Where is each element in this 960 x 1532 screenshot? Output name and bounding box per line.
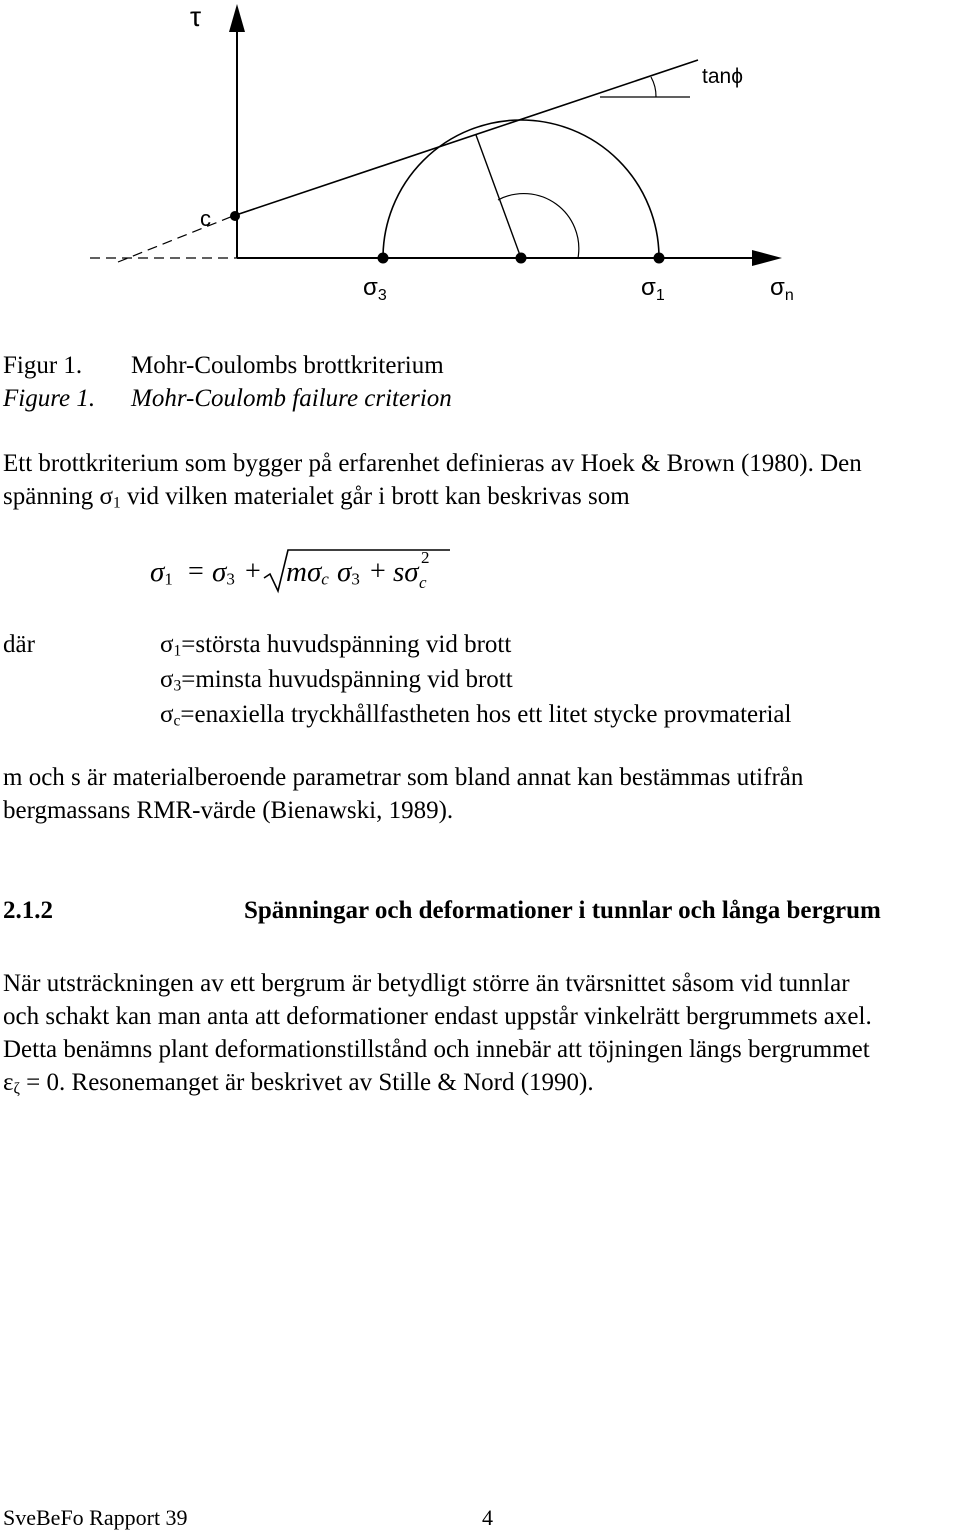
radius-line [476, 135, 521, 258]
c-point [230, 211, 240, 221]
footer-page-number: 4 [482, 1505, 493, 1530]
sigma3-point [378, 253, 389, 264]
definition-sigmac: $\sigma_c=enaxiella$ tryckhållfastheten hos ett litet stycke provmaterial [160, 701, 792, 730]
sigman-label: $\sigma_n$ [770, 274, 794, 304]
paragraph-2-line-1: När utsträckningen av ett bergrum är betydligt större än tvärsnittet såsom vid tunnlar [3, 970, 850, 997]
tan-label: tanϕ [702, 65, 743, 88]
intro-line-2: spänning $\sigma_1$ vid vilken materialet går i brott kan beskrivas som [3, 483, 630, 512]
angle-arc [498, 194, 579, 258]
sigma1-point [654, 253, 665, 264]
formula-s-sigma-c: sσ [393, 556, 419, 588]
formula-squared: 2 [421, 548, 430, 567]
caption-sv-text: Mohr-Coulombs brottkriterium [131, 352, 444, 379]
mohr-circle [383, 120, 659, 258]
section-number: 2.1.2 [3, 897, 53, 924]
sigma-axis-arrowhead [752, 250, 782, 266]
formula-plus-1: + [245, 556, 261, 587]
formula-equals: = [188, 556, 204, 587]
intro-line-1: Ett brottkriterium som bygger på erfarenhet definieras av Hoek & Brown (1980). Den [3, 450, 862, 477]
hoek-brown-formula [0, 540, 960, 600]
mohr-coulomb-diagram [0, 0, 960, 320]
center-point [516, 253, 527, 264]
dar-label: där [3, 631, 35, 658]
failure-envelope [233, 60, 698, 216]
formula-plus-2: + [370, 556, 386, 587]
formula-sigma1: $\sigma_1$ [150, 556, 173, 589]
formula-m-sigma-c: $m\sigma_c$ [286, 556, 329, 589]
definition-sigma1: $\sigma_1=största$ huvudspänning vid brott [160, 631, 512, 660]
footer-report: SveBeFo Rapport 39 [3, 1505, 188, 1530]
paragraph-2-line-2: och schakt kan man anta att deformationer endast uppstår vinkelrätt bergrummets axel. [3, 1003, 872, 1030]
paragraph-1-line-1: m och s är materialberoende parametrar som bland annat kan bestämmas utifrån [3, 764, 804, 791]
paragraph-1-line-2: bergmassans RMR-värde (Bienawski, 1989). [3, 797, 454, 824]
formula-sub-c: c [419, 573, 427, 592]
section-title: Spänningar och deformationer i tunnlar och långa bergrum [244, 897, 881, 924]
definition-sigma3: $\sigma_3=minsta$ huvudspänning vid brott [160, 666, 513, 695]
caption-en-text: Mohr-Coulomb failure criterion [131, 385, 452, 412]
formula-sigma3-inner: $\sigma_3$ [337, 556, 360, 589]
c-label: c [200, 206, 211, 231]
formula-sigma3: $\sigma_3$ [212, 556, 235, 589]
sigma1-label: $\sigma_1$ [641, 274, 665, 304]
failure-envelope-dashed [118, 216, 233, 262]
tau-axis-arrowhead [229, 4, 245, 32]
sigma3-label: $\sigma_3$ [363, 274, 387, 304]
paragraph-2-line-4: $\varepsilon_\zeta = 0$. Resonemanget är beskrivet av Stille & Nord (1990). [3, 1069, 594, 1098]
caption-en-number: Figure 1. [3, 385, 96, 412]
caption-sv-number: Figur 1. [3, 352, 83, 379]
tau-label: τ [190, 1, 202, 32]
friction-angle-arc [651, 77, 656, 97]
paragraph-2-line-3: Detta benämns plant deformationstillstånd och innebär att töjningen längs bergrummet [3, 1036, 870, 1063]
